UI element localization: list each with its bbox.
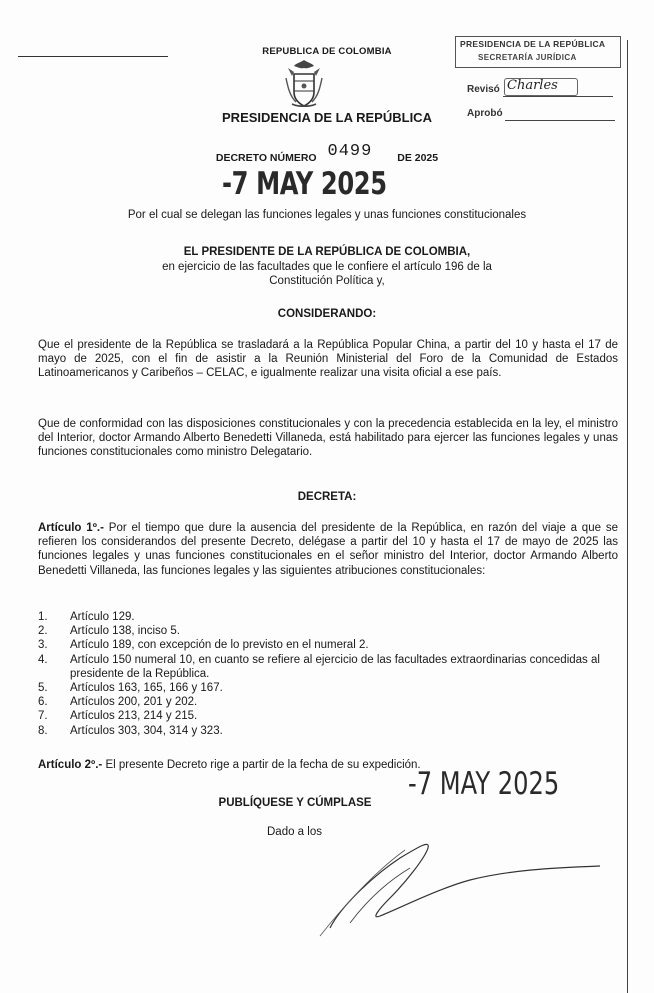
list-text: Artículos 303, 304, 314 y 323. [70, 724, 223, 737]
article-2 [38, 759, 421, 771]
list-text: Artículo 129. [70, 611, 135, 623]
considerando-paragraph-1: Que el presidente de la República se trasladará a la República Popular China, a partir del 10 y hasta el 17 de mayo de 2025, con el fin de asistir a la Reunión Ministerial del Foro de la Comunidad de Estados Latinoamericanos y Caribeños – CELAC, e igualmente realizar una visita oficial a ese país. [38, 339, 618, 380]
decree-year: DE 2025 [397, 152, 439, 164]
decree-subtitle: Por el cual se delegan las funciones legales y unas funciones constitucionales [127, 209, 527, 221]
attributions-list [38, 610, 628, 738]
article-2-label: Artículo 2º.- [38, 759, 103, 771]
list-item [38, 624, 628, 638]
article-1-text: Por el tiempo que dure la ausencia del presidente de la República, en razón del viaje a que se refieren los considerandos del presente Decreto, delégase a partir del 10 y hasta el 17 de mayo de 2025 las funciones legales y unas funciones constitucionales en el señor ministro del Interior, doctor Armando Alberto Benedetti Villaneda, las funciones legales y las siguientes atribuciones constitucionales: [38, 522, 618, 577]
list-text: Artículos 213, 214 y 215. [70, 710, 198, 723]
list-item [38, 653, 628, 681]
reviso-label: Revisó [467, 84, 500, 95]
list-item [38, 724, 628, 738]
article-2-text: El presente Decreto rige a partir de la fecha de su expedición. [102, 759, 421, 771]
list-number: 1. [38, 611, 48, 623]
aprobo-label: Aprobó [467, 108, 503, 119]
presidential-signature [310, 828, 610, 938]
publiquese-heading: PUBLÍQUESE Y CÚMPLASE [218, 797, 372, 809]
decree-number: 0499 [327, 142, 373, 161]
stamp-box [455, 36, 621, 68]
list-text: Artículo 150 numeral 10, en cuanto se refiere al ejercicio de las facultades extraordinarias concedidas al presidente de la República. [70, 653, 600, 680]
list-number: 4. [38, 653, 48, 666]
reviso-signature: Charles [507, 78, 558, 93]
considerando-heading: CONSIDERANDO: [277, 308, 377, 320]
list-item [38, 681, 628, 695]
review-stamp [455, 36, 620, 128]
list-item [38, 695, 628, 709]
president-heading: EL PRESIDENTE DE LA REPÚBLICA DE COLOMBIA, [183, 246, 471, 258]
list-number: 2. [38, 625, 48, 638]
date-stamp-2: -7 MAY 2025 [408, 766, 560, 802]
reviso-line [503, 96, 613, 97]
list-text: Artículo 189, con excepción de lo previsto en el numeral 2. [70, 639, 369, 652]
list-text: Artículo 138, inciso 5. [70, 625, 180, 638]
republic-heading: REPUBLICA DE COLOMBIA [262, 46, 392, 57]
faculty-text [0, 260, 654, 288]
list-item [38, 709, 628, 723]
list-item [38, 610, 628, 624]
list-number: 6. [38, 696, 48, 709]
article-1-label: Artículo 1º.- [38, 522, 104, 534]
list-number: 8. [38, 724, 48, 737]
list-number: 3. [38, 639, 48, 652]
coat-of-arms-icon [282, 58, 326, 108]
list-text: Artículos 163, 165, 166 y 167. [70, 682, 223, 695]
aprobo-line [505, 120, 615, 121]
list-number: 5. [38, 682, 48, 695]
list-number: 7. [38, 710, 48, 723]
list-item [38, 638, 628, 652]
stamp-title: PRESIDENCIA DE LA REPÚBLICA [460, 39, 606, 49]
right-rule [627, 40, 628, 993]
article-1 [38, 521, 618, 578]
decree-number-line [0, 142, 654, 167]
dado-text: Dado a los [267, 826, 322, 838]
decreta-heading: DECRETA: [297, 491, 357, 503]
faculty-line-1: en ejercicio de las facultades que le confiere el artículo 196 de la [162, 261, 492, 273]
faculty-line-2: Constitución Política y, [269, 275, 385, 287]
list-text: Artículos 200, 201 y 202. [70, 696, 198, 709]
stamp-subtitle: SECRETARÍA JURÍDICA [478, 53, 577, 62]
decree-label: DECRETO NÚMERO [215, 152, 317, 164]
presidency-heading: PRESIDENCIA DE LA REPÚBLICA [222, 110, 432, 125]
considerando-paragraph-2: Que de conformidad con las disposiciones constitucionales y con la precedencia establecida en la ley, el ministro del Interior, doctor Armando Alberto Benedetti Villaneda, está habilitado para ejercer las funciones legales y unas funciones constitucionales como ministro Delegatario. [38, 418, 618, 459]
date-stamp: -7 MAY 2025 [222, 166, 387, 202]
